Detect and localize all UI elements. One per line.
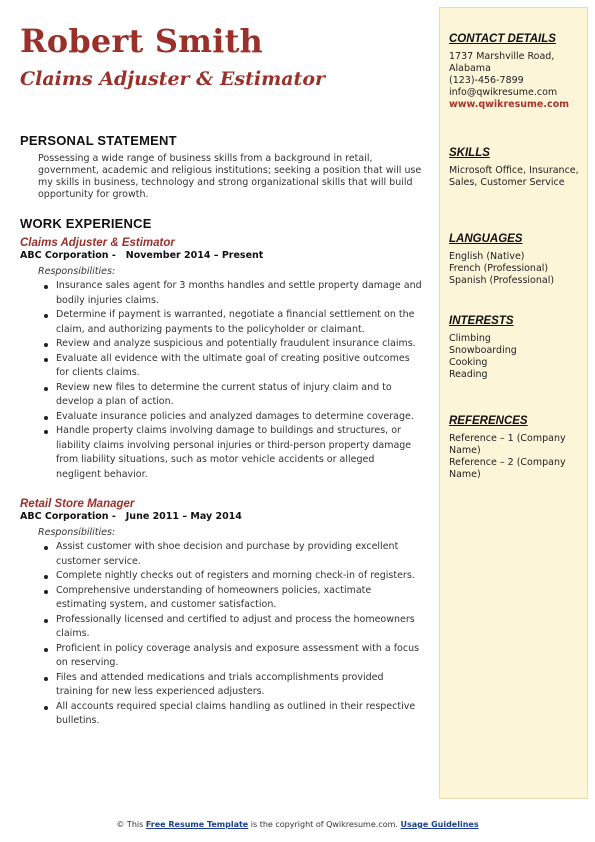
main-column (20, 133, 422, 729)
personal-statement-section (20, 133, 422, 201)
list-item: Proficient in policy coverage analysis and exposure assessment with a focus on reserving. (20, 642, 422, 671)
candidate-name: Robert Smith (20, 22, 264, 60)
sidebar-heading: SKILLS (449, 147, 490, 159)
list-item: Review new files to determine the current status of injury claim and to develop a plan of action. (20, 381, 422, 410)
bullet-icon (44, 314, 48, 318)
responsibilities-list (20, 540, 422, 729)
usage-guidelines-link[interactable]: Usage Guidelines (400, 820, 479, 829)
job-dates: November 2014 – Present (125, 250, 264, 261)
personal-statement-text: Possessing a wide range of business skills from a background in retail, government, academic and religious institutions; seeking a position that will use my skills in business, technology and strong organizational skills that will build opportunity for growth. (38, 153, 422, 200)
sidebar-heading: LANGUAGES (449, 233, 523, 245)
bullet-icon (44, 677, 48, 681)
references-section (449, 415, 585, 481)
job-entry (20, 237, 422, 482)
contact-details (449, 51, 585, 111)
list-item: Spanish (Professional) (449, 275, 555, 286)
list-item: All accounts required special claims handling as outlined in their respective bulletins. (20, 700, 422, 729)
list-item: Reading (449, 369, 488, 380)
contact-section (449, 33, 585, 111)
responsibilities-label: Responsibilities: (38, 527, 116, 538)
address-line: 1737 Marshville Road, (449, 51, 555, 62)
bullet-icon (44, 285, 48, 289)
job-entry (20, 498, 422, 729)
footer-text: is the copyright of Qwikresume.com. (248, 820, 401, 829)
sidebar-heading: CONTACT DETAILS (449, 33, 556, 45)
list-item: Snowboarding (449, 345, 517, 356)
list-item: Assist customer with shoe decision and purchase by providing excellent customer service. (20, 540, 422, 569)
phone-number: (123)-456-7899 (449, 75, 524, 86)
responsibilities-list (20, 279, 422, 482)
sidebar-heading: INTERESTS (449, 315, 514, 327)
interests-section (449, 315, 585, 381)
list-item: Complete nightly checks out of registers and morning check-in of registers. (20, 569, 422, 584)
bullet-icon (44, 387, 48, 391)
list-item: Insurance sales agent for 3 months handles and settle property damage and bodily injuries claims. (20, 279, 422, 308)
list-item: English (Native) (449, 251, 525, 262)
email-address[interactable]: info@qwikresume.com (449, 87, 558, 98)
skills-section (449, 147, 585, 189)
list-item: Files and attended medications and trials accomplishments provided training for new less experienced adjusters. (20, 671, 422, 700)
list-item: Reference – 2 (Company Name) (449, 457, 566, 480)
list-item: Professionally licensed and certified to adjust and process the homeowners claims. (20, 613, 422, 642)
list-item: Reference – 1 (Company Name) (449, 433, 566, 456)
website-link[interactable]: www.qwikresume.com (449, 99, 570, 110)
interests-list (449, 333, 585, 381)
sidebar (439, 7, 588, 799)
job-dates: June 2011 – May 2014 (125, 511, 242, 522)
list-item: Review and analyze suspicious and potentially fraudulent insurance claims. (20, 337, 422, 352)
list-item: Evaluate insurance policies and analyzed damages to determine coverage. (20, 410, 422, 425)
candidate-title: Claims Adjuster & Estimator (20, 68, 326, 90)
responsibilities-label: Responsibilities: (38, 266, 116, 277)
section-heading: PERSONAL STATEMENT (20, 133, 177, 148)
languages-section (449, 233, 585, 287)
address-line: Alabama (449, 63, 491, 74)
list-item: Handle property claims involving damage to buildings and structures, or liability claims involving personal injuries or third-person property damage from liability situations, such as motor vehicle accidents or alleged negligent behavior. (20, 424, 422, 482)
job-title: Retail Store Manager (20, 498, 135, 510)
bullet-icon (44, 706, 48, 710)
section-heading: WORK EXPERIENCE (20, 216, 152, 231)
list-item: Cooking (449, 357, 488, 368)
list-item: Climbing (449, 333, 491, 344)
list-item: Evaluate all evidence with the ultimate goal of creating positive outcomes for clients claims. (20, 352, 422, 381)
list-item: Determine if payment is warranted, negotiate a financial settlement on the claim, and authorizing payments to the policyholder or claimant. (20, 308, 422, 337)
bullet-icon (44, 430, 48, 434)
job-company (20, 511, 422, 522)
skills-text: Microsoft Office, Insurance, Sales, Customer Service (449, 165, 579, 188)
company-name: ABC Corporation - (20, 250, 116, 261)
bullet-icon (44, 358, 48, 362)
references-list (449, 433, 585, 481)
list-item: French (Professional) (449, 263, 549, 274)
bullet-icon (44, 619, 48, 623)
list-item: Comprehensive understanding of homeowners policies, xactimate estimating system, and customer satisfaction. (20, 584, 422, 613)
bullet-icon (44, 590, 48, 594)
bullet-icon (44, 546, 48, 550)
bullet-icon (44, 575, 48, 579)
bullet-icon (44, 416, 48, 420)
footer-text: © This (116, 820, 146, 829)
job-company (20, 250, 422, 261)
job-title: Claims Adjuster & Estimator (20, 237, 175, 249)
company-name: ABC Corporation - (20, 511, 116, 522)
languages-list (449, 251, 585, 287)
bullet-icon (44, 648, 48, 652)
bullet-icon (44, 343, 48, 347)
sidebar-heading: REFERENCES (449, 415, 528, 427)
footer (0, 820, 595, 829)
work-experience-section (20, 216, 422, 729)
free-resume-template-link[interactable]: Free Resume Template (145, 820, 249, 829)
